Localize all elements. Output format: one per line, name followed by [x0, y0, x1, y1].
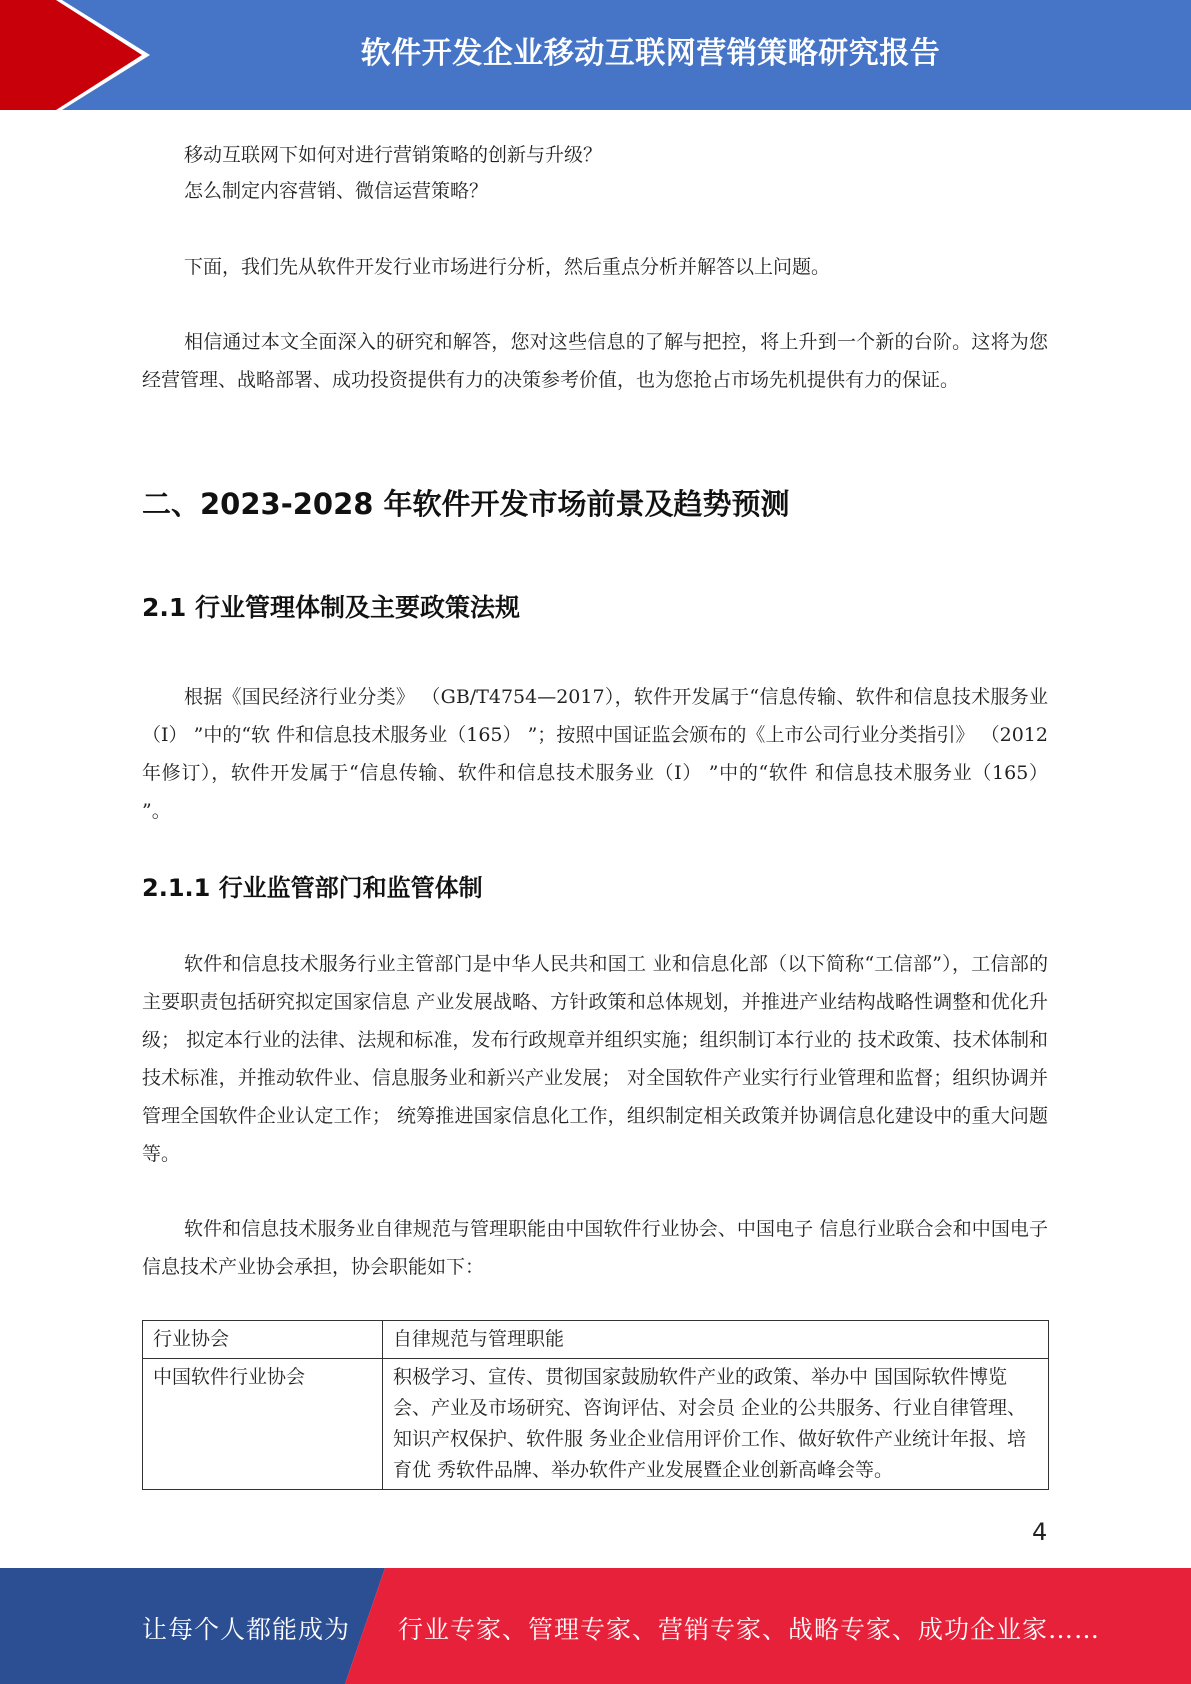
table-cell-association: 中国软件行业协会	[143, 1359, 383, 1490]
header-arrow-red	[0, 0, 142, 110]
intro-paragraph: 下面，我们先从软件开发行业市场进行分析，然后重点分析并解答以上问题。	[184, 256, 831, 278]
table-cell-duties: 积极学习、宣传、贯彻国家鼓励软件产业的政策、举办中 国国际软件博览会、产业及市场研究、咨询评估、对会员 企业的公共服务、行业自律管理、知识产权保护、软件服 务业企业信用评价工作、做好软件产业统计年报、培育优 秀软件品牌、举办软件产业发展暨企业创新高峰会等。	[383, 1359, 1049, 1490]
paragraph-2-1: 根据《国民经济行业分类》 （GB/T4754—2017），软件开发属于“信息传输、软件和信息技术服务业（I） ”中的“软 件和信息技术服务业（165） ”；按照中国证监会颁布的《上市公司行业分类指引》 （2012 年修订），软件开发属于“信息传输、软件和信息技术服务业（I） ”中的“软件 和信息技术服务业（165） ”。	[142, 686, 1048, 822]
page-header	[0, 0, 1191, 110]
question-2: 怎么制定内容营销、微信运营策略？	[184, 180, 489, 202]
footer-slogan-right: 行业专家、管理专家、营销专家、战略专家、成功企业家……	[398, 1615, 1101, 1644]
paragraph-2-1-1-b: 软件和信息技术服务业自律规范与管理职能由中国软件行业协会、中国电子 信息行业联合会和中国电子信息技术产业协会承担，协会职能如下：	[142, 1218, 1048, 1278]
belief-paragraph: 相信通过本文全面深入的研究和解答，您对这些信息的了解与把控，将上升到一个新的台阶。这将为您经营管理、战略部署、成功投资提供有力的决策参考价值，也为您抢占市场先机提供有力的保证。	[142, 331, 1048, 391]
table-header-row	[143, 1321, 1049, 1359]
subsection-heading-2-1: 2.1 行业管理体制及主要政策法规	[142, 593, 520, 622]
table-row	[143, 1359, 1049, 1490]
question-1: 移动互联网下如何对进行营销策略的创新与升级？	[184, 144, 603, 166]
paragraph-2-1-1-a: 软件和信息技术服务行业主管部门是中华人民共和国工 业和信息化部（以下简称“工信部”），工信部的主要职责包括研究拟定国家信息 产业发展战略、方针政策和总体规划，并推进产业结构战略性调整和优化升级； 拟定本行业的法律、法规和标准，发布行政规章并组织实施；组织制订本行业的 技术政策、技术体制和技术标准，并推动软件业、信息服务业和新兴产业发展； 对全国软件产业实行行业管理和监督；组织协调并管理全国软件企业认定工作； 统筹推进国家信息化工作，组织制定相关政策并协调信息化建设中的重大问题 等。	[142, 953, 1048, 1165]
report-title	[150, 28, 1191, 72]
subsection-heading-2-1-1: 2.1.1 行业监管部门和监管体制	[142, 874, 483, 902]
table-header-cell: 行业协会	[143, 1321, 383, 1359]
association-table	[142, 1320, 1049, 1490]
page-number: 4	[1032, 1518, 1048, 1546]
report-title-text: 软件开发企业移动互联网营销策略研究报告	[360, 36, 941, 71]
footer-slogan-left: 让每个人都能成为	[142, 1615, 351, 1644]
page-footer	[0, 1568, 1191, 1684]
table-header-cell: 自律规范与管理职能	[383, 1321, 1049, 1359]
section-heading-2: 二、2023-2028 年软件开发市场前景及趋势预测	[142, 487, 790, 521]
